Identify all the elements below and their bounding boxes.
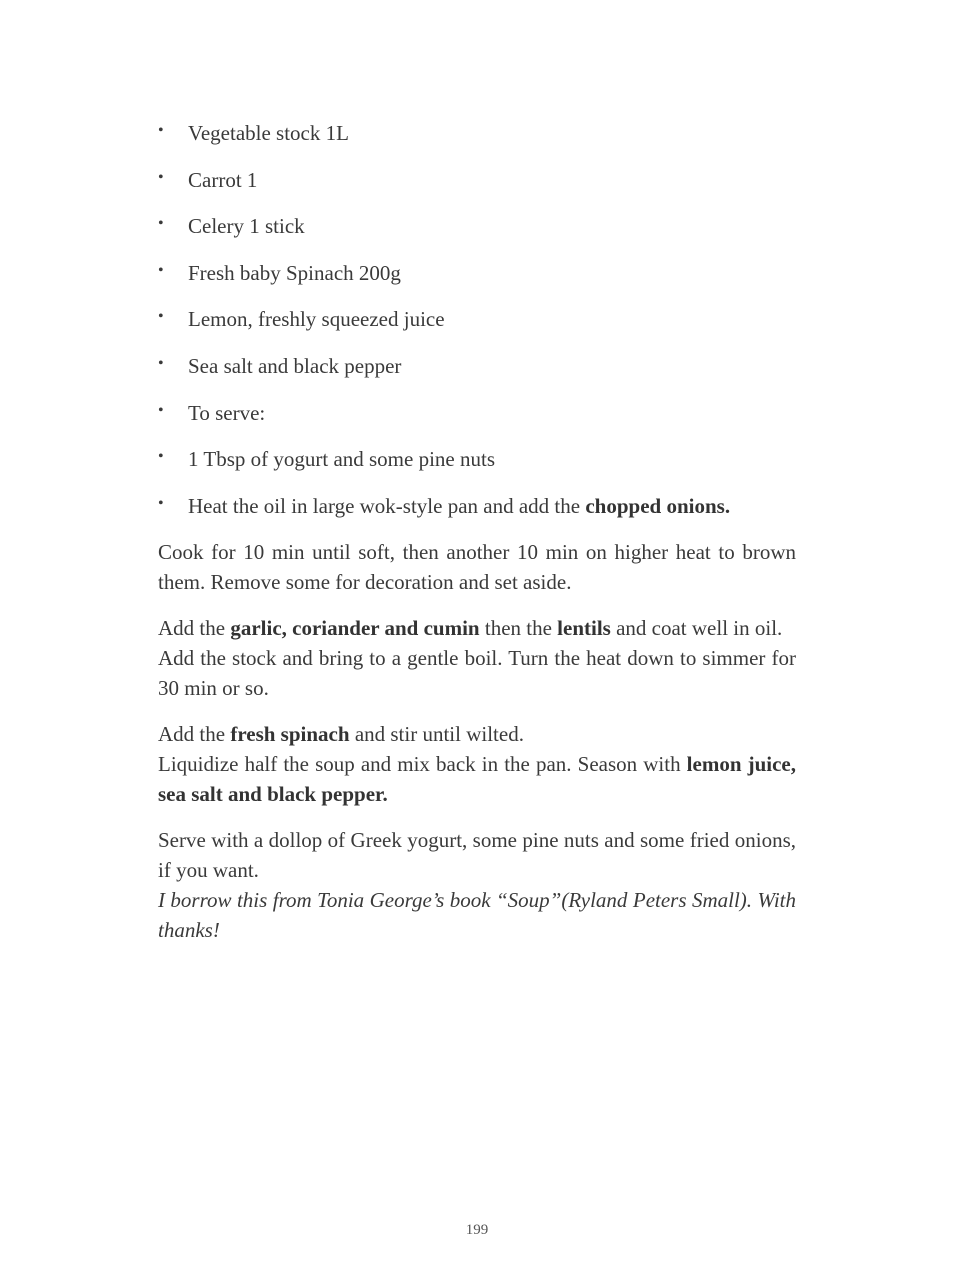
text-span: then the (479, 616, 558, 641)
list-item (158, 118, 796, 148)
ingredient-text: Sea salt and black pepper (188, 353, 402, 378)
ingredient-text: Lemon, freshly squeezed juice (188, 307, 445, 332)
step-cook-onions: Cook for 10 min until soft, then another 10 min on higher heat to brown them. Remove some for decoration and set aside. (158, 540, 796, 595)
step-liquidize (158, 749, 796, 809)
ingredient-text: Celery 1 stick (188, 214, 305, 239)
recipe-page-content (158, 118, 796, 945)
ingredient-text: To serve: (188, 400, 266, 425)
ingredient-text: Fresh baby Spinach 200g (188, 260, 401, 285)
text-span: and stir until wilted. (349, 722, 524, 747)
step-add-spinach (158, 719, 796, 749)
text-span: and coat well in oil. (610, 616, 783, 641)
text-span: Add the (158, 722, 231, 747)
list-item (158, 211, 796, 241)
step-serve: Serve with a dollop of Greek yogurt, some pine nuts and some fried onions, if you want. (158, 828, 796, 883)
list-item (158, 304, 796, 334)
bold-span: lemon juice, sea salt and black pepper. (158, 752, 796, 807)
text-span: Add the (158, 616, 231, 641)
bullet-icon: • (158, 261, 164, 279)
bullet-icon: • (158, 168, 164, 186)
list-item (158, 351, 796, 381)
ingredients-list (158, 118, 796, 521)
list-item (158, 444, 796, 474)
credit-note: I borrow this from Tonia George’s book “Soup”(Ryland Peters Small). With thanks! (158, 888, 796, 943)
bold-span: fresh spinach (230, 722, 350, 747)
ingredient-text: Vegetable stock 1L (188, 121, 349, 145)
bullet-icon: • (158, 448, 164, 466)
bullet-icon: • (158, 401, 164, 419)
ingredient-text: 1 Tbsp of yogurt and some pine nuts (188, 447, 496, 472)
list-item (158, 398, 796, 428)
step-add-stock: Add the stock and bring to a gentle boil. Turn the heat down to simmer for 30 min or so. (158, 646, 796, 701)
list-item (158, 165, 796, 195)
list-item (158, 258, 796, 288)
bold-span: garlic, coriander and cumin (230, 616, 480, 641)
ingredient-bold: chopped onions. (585, 493, 731, 518)
page-number: 199 (465, 1222, 489, 1238)
bullet-icon: • (158, 122, 164, 139)
text-span: Liquidize half the soup and mix back in the pan. Season with (158, 752, 687, 777)
step-add-spices (158, 613, 796, 643)
bullet-icon: • (158, 354, 164, 372)
ingredient-text: Carrot 1 (188, 167, 258, 192)
bullet-icon: • (158, 494, 164, 512)
ingredient-text: Heat the oil in large wok-style pan and add the (188, 493, 586, 518)
list-item (158, 491, 796, 521)
bullet-icon: • (158, 308, 164, 326)
bold-span: lentils (557, 616, 611, 641)
bullet-icon: • (158, 215, 164, 233)
